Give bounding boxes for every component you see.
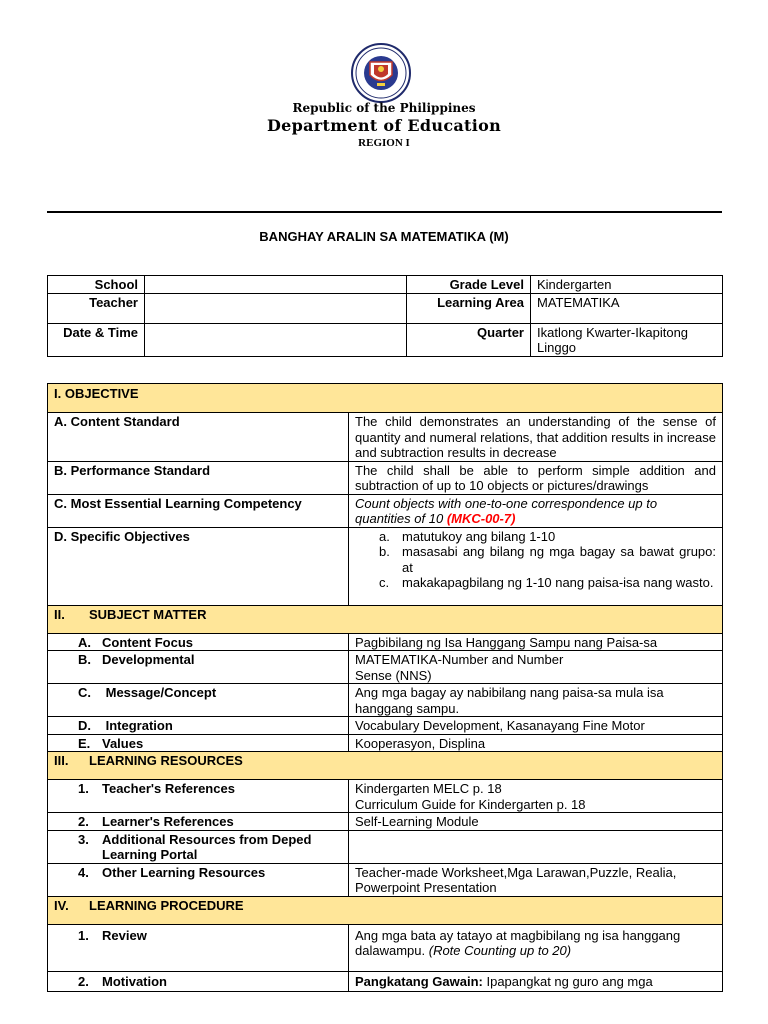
teacher-label: Teacher bbox=[48, 293, 145, 323]
datetime-field[interactable] bbox=[145, 323, 407, 356]
values-value: Kooperasyon, Displina bbox=[349, 734, 723, 752]
teachers-references-value: Kindergarten MELC p. 18 Curriculum Guide for Kindergarten p. 18 bbox=[349, 780, 723, 813]
motivation-value: Pangkatang Gawain: Ipapangkat ng guro ang mga bbox=[349, 971, 723, 991]
performance-standard-value: The child shall be able to perform simple addition and subtraction of up to 10 objects or pictures/drawings bbox=[349, 461, 723, 494]
content-focus-value: Pagbibilang ng Isa Hanggang Sampu nang Paisa-sa bbox=[349, 633, 723, 651]
deped-seal-logo bbox=[341, 42, 421, 104]
teacher-field[interactable] bbox=[145, 293, 407, 323]
table-row: A. Content Focus bbox=[48, 633, 349, 651]
melc-text: Count objects with one-to-one correspondence up to quantities of 10 bbox=[355, 495, 658, 526]
quarter-label: Quarter bbox=[407, 323, 531, 356]
melc-code: (MKC-00-7) bbox=[446, 511, 516, 526]
additional-resources-value bbox=[349, 830, 723, 863]
developmental-value: MATEMATIKA-Number and Number Sense (NNS) bbox=[349, 651, 723, 684]
quarter-value: Ikatlong Kwarter-Ikapitong Linggo bbox=[531, 323, 723, 356]
table-row: E. Values bbox=[48, 734, 349, 752]
integration-value: Vocabulary Development, Kasanayang Fine Motor bbox=[349, 717, 723, 735]
grade-level-label: Grade Level bbox=[407, 276, 531, 294]
table-row: B. Developmental bbox=[48, 651, 349, 684]
learners-references-value: Self-Learning Module bbox=[349, 813, 723, 831]
specific-objectives-value bbox=[349, 527, 723, 605]
datetime-label: Date & Time bbox=[48, 323, 145, 356]
header-department: Department of Education bbox=[266, 116, 502, 135]
list-item: b. masasabi ang bilang ng mga bagay sa bawat grupo: at bbox=[379, 544, 716, 575]
specific-objectives-label: D. Specific Objectives bbox=[48, 527, 349, 605]
learning-resources-heading: III. LEARNING RESOURCES bbox=[48, 752, 723, 780]
header-region: REGION I bbox=[358, 137, 410, 149]
content-standard-label: A. Content Standard bbox=[48, 413, 349, 462]
review-value: Ang mga bata ay tatayo at magbibilang ng isa hanggang dalawampu. (Rote Counting up to 20) bbox=[349, 924, 723, 971]
table-row: 2. Motivation bbox=[48, 971, 349, 991]
table-row: C. Message/Concept bbox=[48, 684, 349, 717]
melc-label: C. Most Essential Learning Competency bbox=[48, 494, 349, 527]
lesson-plan-table bbox=[47, 383, 723, 992]
header-republic: Republic of the Philippines bbox=[292, 101, 476, 115]
table-row: 1. Teacher's References bbox=[48, 780, 349, 813]
list-item: a. matutukoy ang bilang 1-10 bbox=[379, 528, 556, 544]
table-row: 1. Review bbox=[48, 924, 349, 971]
school-field[interactable] bbox=[145, 276, 407, 294]
learning-area-value: MATEMATIKA bbox=[531, 293, 723, 323]
other-resources-value: Teacher-made Worksheet,Mga Larawan,Puzzle, Realia, Powerpoint Presentation bbox=[349, 863, 723, 896]
learning-area-label: Learning Area bbox=[407, 293, 531, 323]
table-row: 3. Additional Resources from Deped Learning Portal bbox=[48, 830, 349, 863]
header-divider bbox=[47, 211, 722, 213]
table-row: D. Integration bbox=[48, 717, 349, 735]
objective-heading: I. OBJECTIVE bbox=[48, 384, 723, 413]
content-standard-value: The child demonstrates an understanding of the sense of quantity and numeral relations, that addition results in increase and subtraction results in decrease bbox=[349, 413, 723, 462]
subject-matter-heading: II. SUBJECT MATTER bbox=[48, 605, 723, 633]
info-table bbox=[47, 275, 723, 357]
school-label: School bbox=[48, 276, 145, 294]
document-title: BANGHAY ARALIN SA MATEMATIKA (M) bbox=[259, 229, 509, 244]
learning-procedure-heading: IV. LEARNING PROCEDURE bbox=[48, 896, 723, 924]
message-concept-value: Ang mga bagay ay nabibilang nang paisa-sa mula isa hanggang sampu. bbox=[349, 684, 723, 717]
grade-level-value: Kindergarten bbox=[531, 276, 723, 294]
table-row: 2. Learner's References bbox=[48, 813, 349, 831]
list-item: c. makakapagbilang ng 1-10 nang paisa-isa nang wasto. bbox=[379, 575, 714, 590]
table-row: 4. Other Learning Resources bbox=[48, 863, 349, 896]
performance-standard-label: B. Performance Standard bbox=[48, 461, 349, 494]
melc-value bbox=[349, 494, 723, 527]
